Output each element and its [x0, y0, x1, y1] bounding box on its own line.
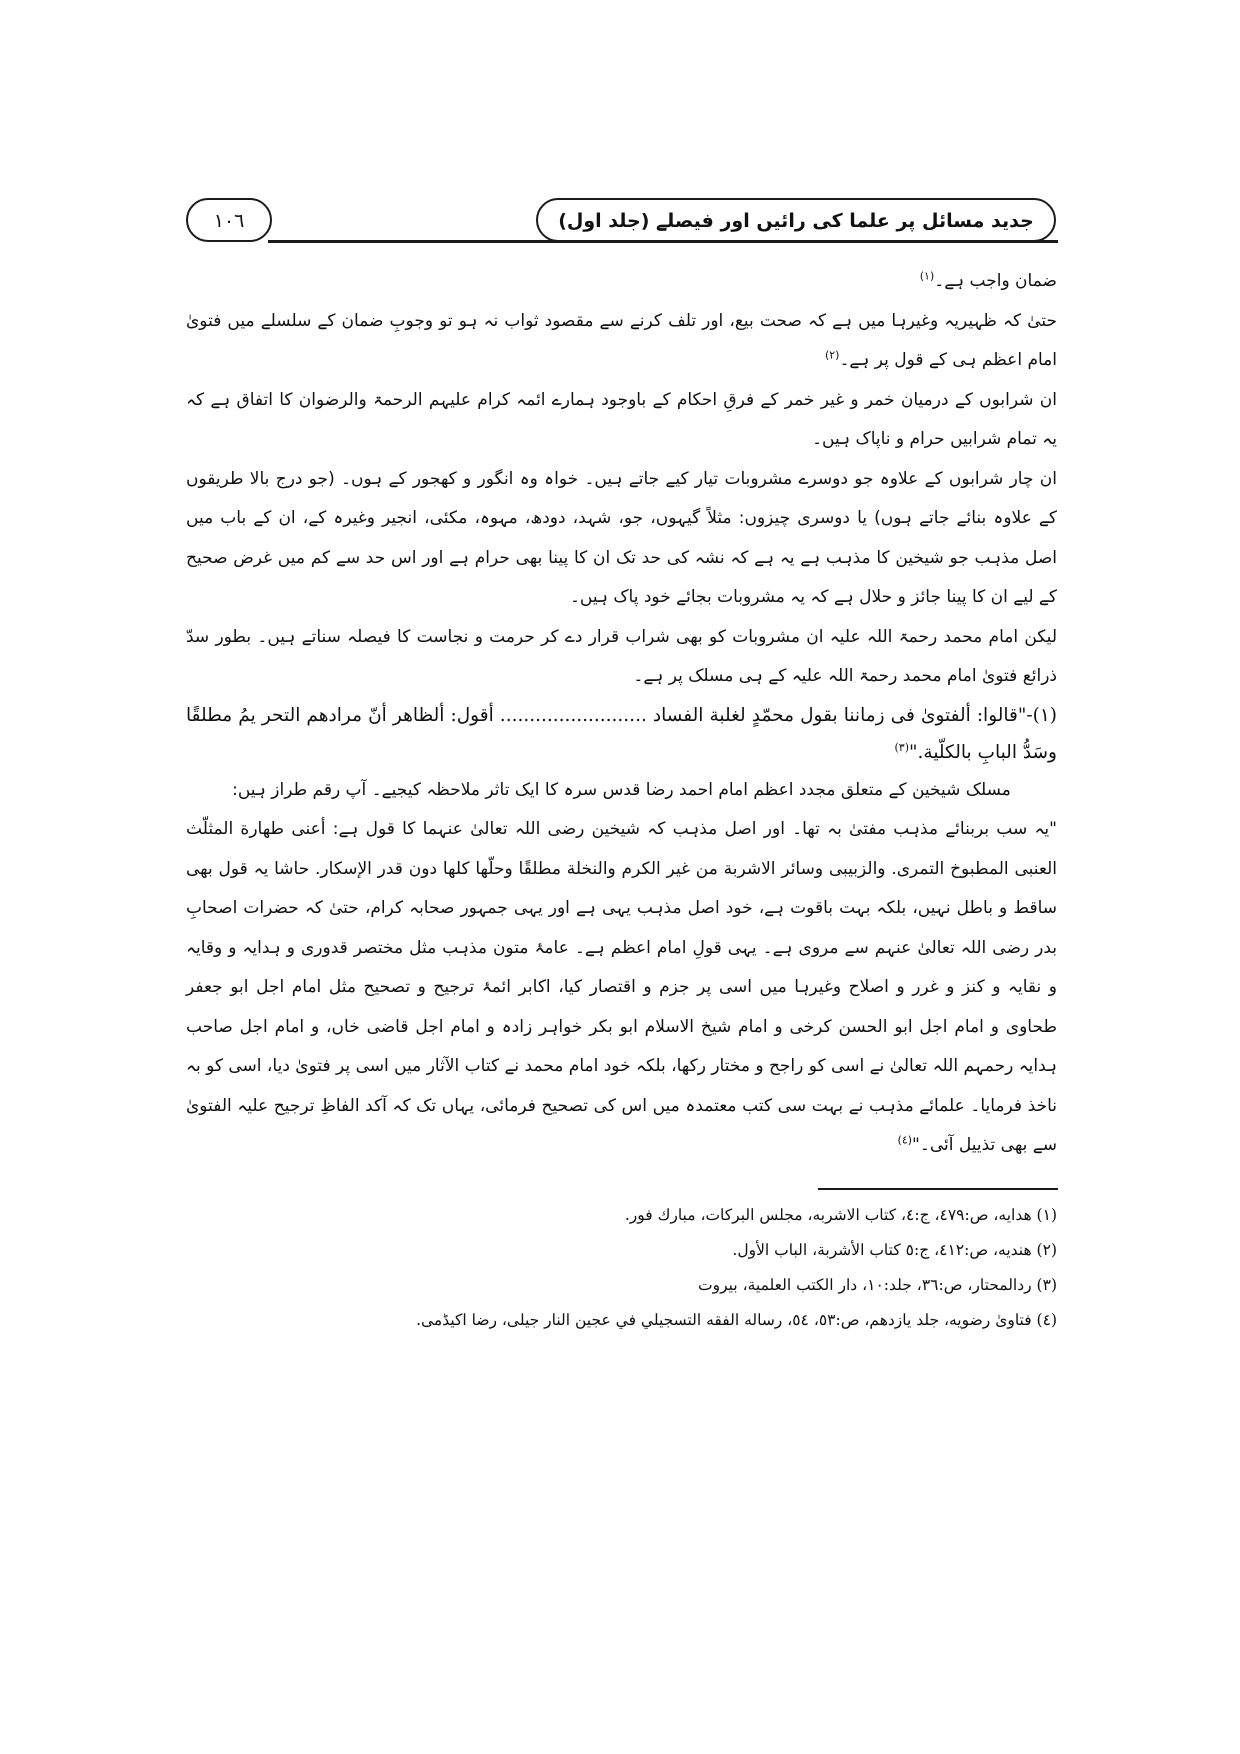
footnote: (١) هدایه، ص:٤٧٩، ج:٤، کتاب الاشربه، مجلس البرکات، مبارك فور. [624, 1206, 1057, 1224]
running-title: جدید مسائل پر علما کی رائیں اور فیصلے (جلد اول) [536, 198, 1056, 242]
arabic-quotation: (١)-"قالوا: ألفتویٰ فی زماننا بقول محمّدٍ لغلبة الفساد ......................... أقول: ألظاهر أنّ مرادهم التحر یمُ مطلقًا وسَدُّ البابِ بالکلّیة."$^{(٣)}$ [186, 704, 1057, 763]
footnote-ref: (١) [919, 269, 935, 283]
page-number: ١٠٦ [186, 198, 272, 242]
paragraph: ان چار شرابوں کے علاوہ جو دوسرے مشروبات تیار کیے جاتے ہیں۔ خواہ وہ انگور و کھجور کے ہوں۔ (جو درج بالا طریقوں کے علاوہ بنائے جاتے ہوں) یا دوسری چیزوں: مثلاً گیہوں، جو، شہد، دودھ، مہوہ، مکئی، انجیر وغیرہ کے، ان کے باب میں اصل مذہب جو شیخین کا مذہب ہے یہ ہے کہ نشہ کی حد تک ان کا پینا بھی حرام ہے اور اس حد سے کم میں غرض صحیح کے لیے ان کا پینا جائز و حلال ہے کہ یہ مشروبات بجائے خود پاک ہیں۔ [186, 468, 1057, 607]
footnote-ref: (٣) [894, 740, 910, 754]
footnote-ref: (٢) [824, 348, 840, 362]
quotation-paragraph: "یہ سب بربنائے مذہب مفتیٰ بہ تھا۔ اور اصل مذہب کہ شیخین رضی اللہ تعالیٰ عنہما کا قول ہے: أعنی طهارة المثلّث العنبی المطبوخ التمری. والزبیبی وسائر الاشربة من غیر الکرم والنخلة مطلقًا وحلّها کلها دون قدر الإسکار. حاشا یہ قول بھی ساقط و باطل نہیں، بلکہ بہت باقوت ہے، خود اصل مذہب یہی ہے اور یہی جمہور صحابہ کرام، حتیٰ کہ حضرات اصحابِ بدر رضی اللہ تعالیٰ عنہم سے مروی ہے۔ یہی قولِ امام اعظم ہے۔ عامۂ متون مذہب مثل مختصر قدوری و ہدایہ و وقایہ و نقایہ و کنز و غرر و اصلاح وغیرہا میں اسی پر جزم و اقتصار کیا، اکابر ائمۂ ترجیح و تصحیح مثل امام اجل ابو جعفر طحاوی و امام اجل ابو الحسن کرخی و امام شیخ الاسلام ابو بکر خواہر زادہ و امام اجل قاضی خاں، و امام اجل صاحب ہدایہ رحمہم اللہ تعالیٰ نے اسی کو راجح و مختار رکھا، بلکہ خود امام محمد نے کتاب الآثار میں اسی پر فتویٰ دیا، اسی کو بہ ناخذ فرمایا۔ علمائے مذہب نے بہت سی کتب معتمدہ میں اس کی تصحیح فرمائی، یہاں تک کہ آکد الفاظِ ترجیح علیہ الفتویٰ سے بھی تذییل آئی۔"$^{(٤)}$ [186, 819, 1057, 1155]
main-text [186, 262, 1057, 1166]
footnote-ref: (٤) [897, 1133, 913, 1147]
paragraph: لیکن امام محمد رحمۃ اللہ علیہ ان مشروبات کو بھی شراب قرار دے کر حرمت و نجاست کا فیصلہ سناتے ہیں۔ بطور سدّ ذرائع فتویٰ امام محمد رحمۃ اللہ علیہ کے ہی مسلک پر ہے۔ [186, 626, 1057, 686]
paragraph: ضمان واجب ہے۔$^{(١)}$ [919, 269, 1057, 291]
footnotes [186, 1198, 1057, 1338]
footnote-separator [818, 1188, 1058, 1190]
paragraph: حتیٰ کہ ظہیریہ وغیرہا میں ہے کہ صحت بیع، اور تلف کرنے سے مقصود ثواب نہ ہو تو وجوبِ ضمان کے سلسلے میں فتویٰ امام اعظم ہی کے قول پر ہے۔$^{(٢)}$ [186, 310, 1057, 370]
paragraph: مسلک شیخین کے متعلق مجدد اعظم امام احمد رضا قدس سرہ کا ایک تاثر ملاحظہ کیجیے۔ آپ رقم طراز ہیں: [232, 779, 1011, 800]
footnote: (٤) فتاویٰ رضویه، جلد یازدهم، ص:٥٣، ٥٤، رساله الفقه التسجیلي في عجین النار جیلی، رضا اکیڈمی. [416, 1311, 1057, 1329]
footnote: (٢) هندیه، ص:٤١٢، ج:٥ کتاب الأشربة، الباب الأول. [732, 1241, 1057, 1259]
paragraph: ان شرابوں کے درمیان خمر و غیر خمر کے فرقِ احکام کے باوجود ہمارے ائمہ کرام علیہم الرحمۃ والرضوان کا اتفاق ہے کہ یہ تمام شرابیں حرام و ناپاک ہیں۔ [186, 389, 1057, 449]
footnote: (٣) ردالمحتار، ص:٣٦، جلد:١٠، دار الکتب العلمیة، بیروت [698, 1276, 1057, 1294]
